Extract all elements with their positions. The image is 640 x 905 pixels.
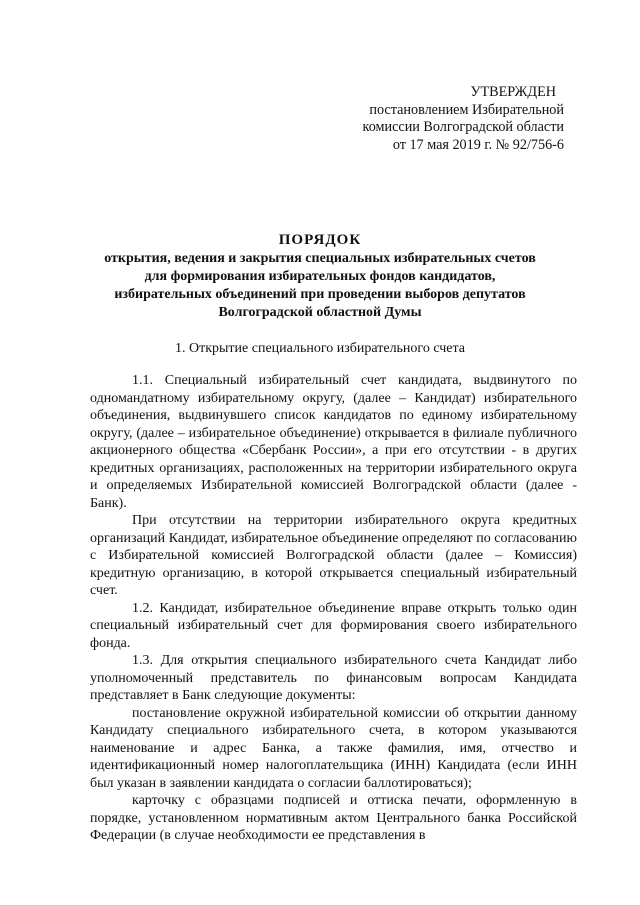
paragraph-1-3: 1.3. Для открытия специального избирательного счета Кандидат либо уполномоченный представитель по финансовым вопросам Кандидата представляет в Банк следующие документы: [90, 653, 577, 703]
approval-heading: УТВЕРЖДЕН [470, 84, 556, 100]
approval-line-3: от 17 мая 2019 г. № 92/756-6 [392, 136, 564, 153]
section-heading: 1. Открытие специального избирательного счета [174, 341, 466, 356]
approval-line-1: постановлением Избирательной [369, 101, 564, 118]
paragraph-1-1: 1.1. Специальный избирательный счет кандидата, выдвинутого по одномандатному избирательному округу, (далее – Кандидат) избирательного объединения, выдвинувшего список кандидатов по единому избирательному округу, (далее – избирательное объединение) открывается в филиале публичного акционерного общества «Сбербанк России», а при его отсутствии - в других кредитных организациях, расположенных на территории избирательного округа и определяемых Избирательной комиссией Волгоградской области (далее - Банк). [90, 373, 577, 511]
document-body [90, 372, 577, 845]
paragraph-resolution: постановление окружной избирательной комиссии об открытии данному Кандидату специального избирательного счета, в котором указываются наименование и адрес Банка, а также фамилия, имя, отчество и идентификационный номер налогоплательщика (ИНН) Кандидата (если ИНН был указан в заявлении кандидата о согласии баллотироваться); [90, 705, 577, 791]
paragraph-no-credit-org: При отсутствии на территории избирательного округа кредитных организаций Кандидат, избирательное объединение определяют по согласованию с Избирательной комиссией Волгоградской области (далее – Комиссия) кредитную организацию, в которой открывается специальный избирательный счет. [90, 513, 577, 598]
approval-line-2: комиссии Волгоградской области [362, 119, 564, 135]
paragraph-1-2: 1.2. Кандидат, избирательное объединение вправе открыть только один специальный избирательный счет для формирования своего избирательного фонда. [90, 600, 577, 651]
document-subtitle-line-2: для формирования избирательных фондов кандидатов, [144, 269, 496, 284]
paragraph-signature-card: карточку с образцами подписей и оттиска печати, оформленную в порядке, установленном нормативным актом Центрального банка Российской Федерации (в случае необходимости ее представления в [90, 793, 577, 843]
approval-stamp [344, 84, 564, 154]
document-subtitle-line-4: Волгоградской областной Думы [218, 305, 422, 320]
document-subtitle-line-3: избирательных объединений при проведении выборов депутатов [114, 287, 526, 302]
document-title: ПОРЯДОК [278, 232, 362, 248]
document-title-block [60, 230, 580, 322]
document-subtitle-line-1: открытия, ведения и закрытия специальных избирательных счетов [104, 251, 536, 266]
